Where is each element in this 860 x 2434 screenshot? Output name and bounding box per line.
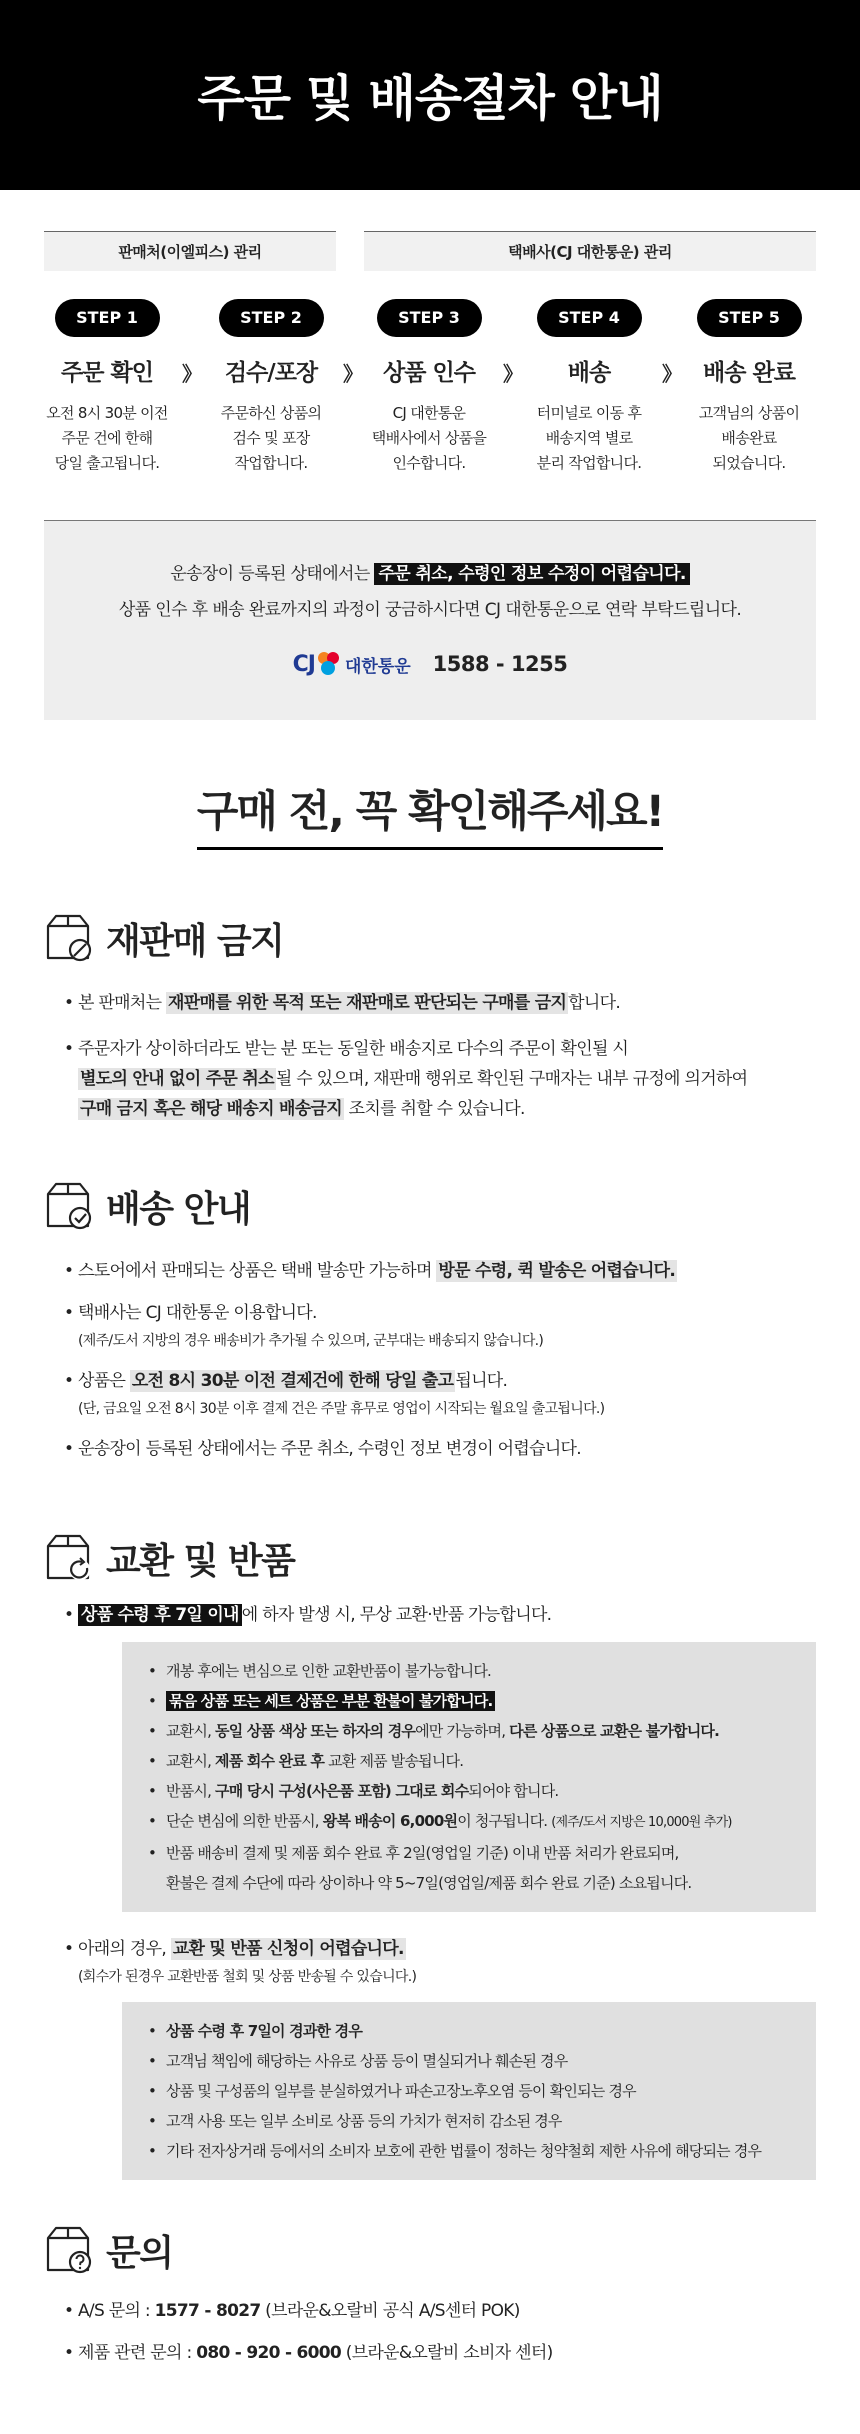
step-1 [46,299,168,476]
step-badge: STEP 2 [219,299,324,337]
delivery-section [44,1178,816,1464]
exception-item: • 고객님 책임에 해당하는 사유로 상품 등이 멸실되거나 훼손된 경우 [144,2046,798,2076]
delivery-bullet-3: • 상품은 오전 8시 30분 이전 결제건에 한해 당일 출고 됩니다. (단, 금요일 오전 8시 30분 이후 결제 건은 주말 휴무로 영업이 시작되는 월요일 출고됩니다.) [44,1366,816,1422]
exchange-bullet-2: • 아래의 경우, 교환 및 반품 신청이 어렵습니다. (회수가 된경우 교환반품 철회 및 상품 반송될 수 있습니다.) [44,1934,816,1990]
courier-notice [44,520,816,720]
cj-logo: CJ 대한통운 [293,649,411,679]
step-badge: STEP 4 [537,299,642,337]
courier-header: 택배사(CJ 대한통운) 관리 [364,231,816,271]
as-phone: 1577 - 8027 [154,2301,261,2321]
box-check-icon [44,1180,94,1232]
arrow-icon: 》 [662,362,682,386]
step-title: 주문 확인 [61,360,153,386]
condition-item: • 개봉 후에는 변심으로 인한 교환반품이 불가능합니다. [144,1656,798,1686]
delivery-bullet-1: • 스토어에서 판매되는 상품은 택배 발송만 가능하며 방문 수령, 퀵 발송은 어렵습니다. [44,1256,816,1286]
exchange-conditions-box [122,1642,816,1912]
section-title: 교환 및 반품 [106,1540,295,1582]
inquiry-as: • A/S 문의 : 1577 - 8027 (브라운&오랄비 공식 A/S센터 POK) [44,2296,816,2326]
box-prohibited-icon [44,912,94,964]
arrow-icon: 》 [343,362,363,386]
responsibility-headers [44,231,816,271]
exception-item: • 상품 수령 후 7일이 경과한 경우 [144,2016,798,2046]
seller-header: 판매처(이엘피스) 관리 [44,231,336,271]
notice-line-2: 상품 인수 후 배송 완료까지의 과정이 궁금하시다면 CJ 대한통운으로 연락 부탁드립니다. [118,600,742,620]
arrow-icon: 》 [503,362,523,386]
cj-flower-icon [315,649,341,679]
step-title: 검수/포장 [224,360,318,386]
section-title: 재판매 금지 [106,920,284,962]
exchange-section [44,1530,816,2180]
cj-phone: 1588 - 1255 [432,652,568,676]
step-desc: CJ 대한통운 택배사에서 상품을 인수합니다. [371,404,487,472]
inquiry-section [44,2222,816,2368]
resale-bullet-1: • 본 판매처는 재판매를 위한 목적 또는 재판매로 판단되는 구매를 금지 합니다. [44,988,816,1018]
section-title: 배송 안내 [106,1188,251,1230]
condition-item: • 단순 변심에 의한 반품시, 왕복 배송이 6,000원이 청구됩니다. (제주/도서 지방은 10,000원 추가) [144,1806,798,1838]
step-desc: 오전 8시 30분 이전 주문 건에 한해 당일 출고됩니다. [46,404,168,472]
page-title: 주문 및 배송절차 안내 [197,70,663,127]
exchange-bullet-1: • 상품 수령 후 7일 이내 에 하자 발생 시, 무상 교환·반품 가능합니다. [44,1600,816,1630]
delivery-bullet-4: • 운송장이 등록된 상태에서는 주문 취소, 수령인 정보 변경이 어렵습니다. [44,1434,816,1464]
condition-item: • 교환시, 제품 회수 완료 후 교환 제품 발송됩니다. [144,1746,798,1776]
exception-item: • 고객 사용 또는 일부 소비로 상품 등의 가치가 현저히 감소된 경우 [144,2106,798,2136]
condition-item: • 반품시, 구매 당시 구성(사은품 포함) 그대로 회수되어야 합니다. [144,1776,798,1806]
step-badge: STEP 5 [697,299,802,337]
hero-banner [0,0,860,190]
resale-bullet-2: • 주문자가 상이하더라도 받는 분 또는 동일한 배송지로 다수의 주문이 확인될 시 별도의 안내 없이 주문 취소 될 수 있으며, 재판매 행위로 확인된 구매자는 내부 규정에 의거하여 구매 금지 혹은 해당 배송지 배송금지 조치를 취할 수 있습니다. [44,1034,816,1124]
step-4 [528,299,650,476]
inquiry-product: • 제품 관련 문의 : 080 - 920 - 6000 (브라운&오랄비 소비자 센터) [44,2338,816,2368]
product-phone: 080 - 920 - 6000 [196,2343,342,2363]
step-title: 상품 인수 [383,360,475,386]
step-5 [688,299,810,476]
step-badge: STEP 1 [55,299,160,337]
condition-item-cont: 환불은 결제 수단에 따라 상이하나 약 5~7일(영업일/제품 회수 완료 기준) 소요됩니다. [166,1874,692,1892]
condition-item: • 반품 배송비 결제 및 제품 회수 완료 후 2일(영업일 기준) 이내 반품 처리가 완료되며, [144,1838,798,1868]
box-return-icon [44,1532,94,1584]
condition-item: • 교환시, 동일 상품 색상 또는 하자의 경우에만 가능하며, 다른 상품으로 교환은 불가합니다. [144,1716,798,1746]
notice-line-1: 운송장이 등록된 상태에서는 주문 취소, 수령인 정보 수정이 어렵습니다. [44,559,816,584]
step-desc: 터미널로 이동 후 배송지역 별로 분리 작업합니다. [536,404,642,472]
step-title: 배송 [567,360,611,386]
step-title: 배송 완료 [703,360,795,386]
exception-item: • 기타 전자상거래 등에서의 소비자 보호에 관한 법률이 정하는 청약철회 제한 사유에 해당되는 경우 [144,2136,798,2166]
delivery-bullet-2: • 택배사는 CJ 대한통운 이용합니다. (제주/도서 지방의 경우 배송비가 추가될 수 있으며, 군부대는 배송되지 않습니다.) [44,1298,816,1354]
step-desc: 고객님의 상품이 배송완료 되었습니다. [698,404,800,472]
step-2 [210,299,332,476]
exchange-exceptions-box [122,2002,816,2180]
box-question-icon [44,2224,94,2276]
condition-item: • 묶음 상품 또는 세트 상품은 부분 환불이 불가합니다. [144,1686,798,1716]
step-3 [368,299,490,476]
resale-section [44,910,816,1124]
step-badge: STEP 3 [377,299,482,337]
exception-item: • 상품 및 구성품의 일부를 분실하였거나 파손고장노후오염 등이 확인되는 경우 [144,2076,798,2106]
arrow-icon: 》 [182,362,202,386]
section-title: 문의 [106,2232,173,2274]
step-desc: 주문하신 상품의 검수 및 포장 작업합니다. [220,404,322,472]
check-title: 구매 전, 꼭 확인해주세요! [0,778,860,850]
cj-contact [44,649,816,679]
